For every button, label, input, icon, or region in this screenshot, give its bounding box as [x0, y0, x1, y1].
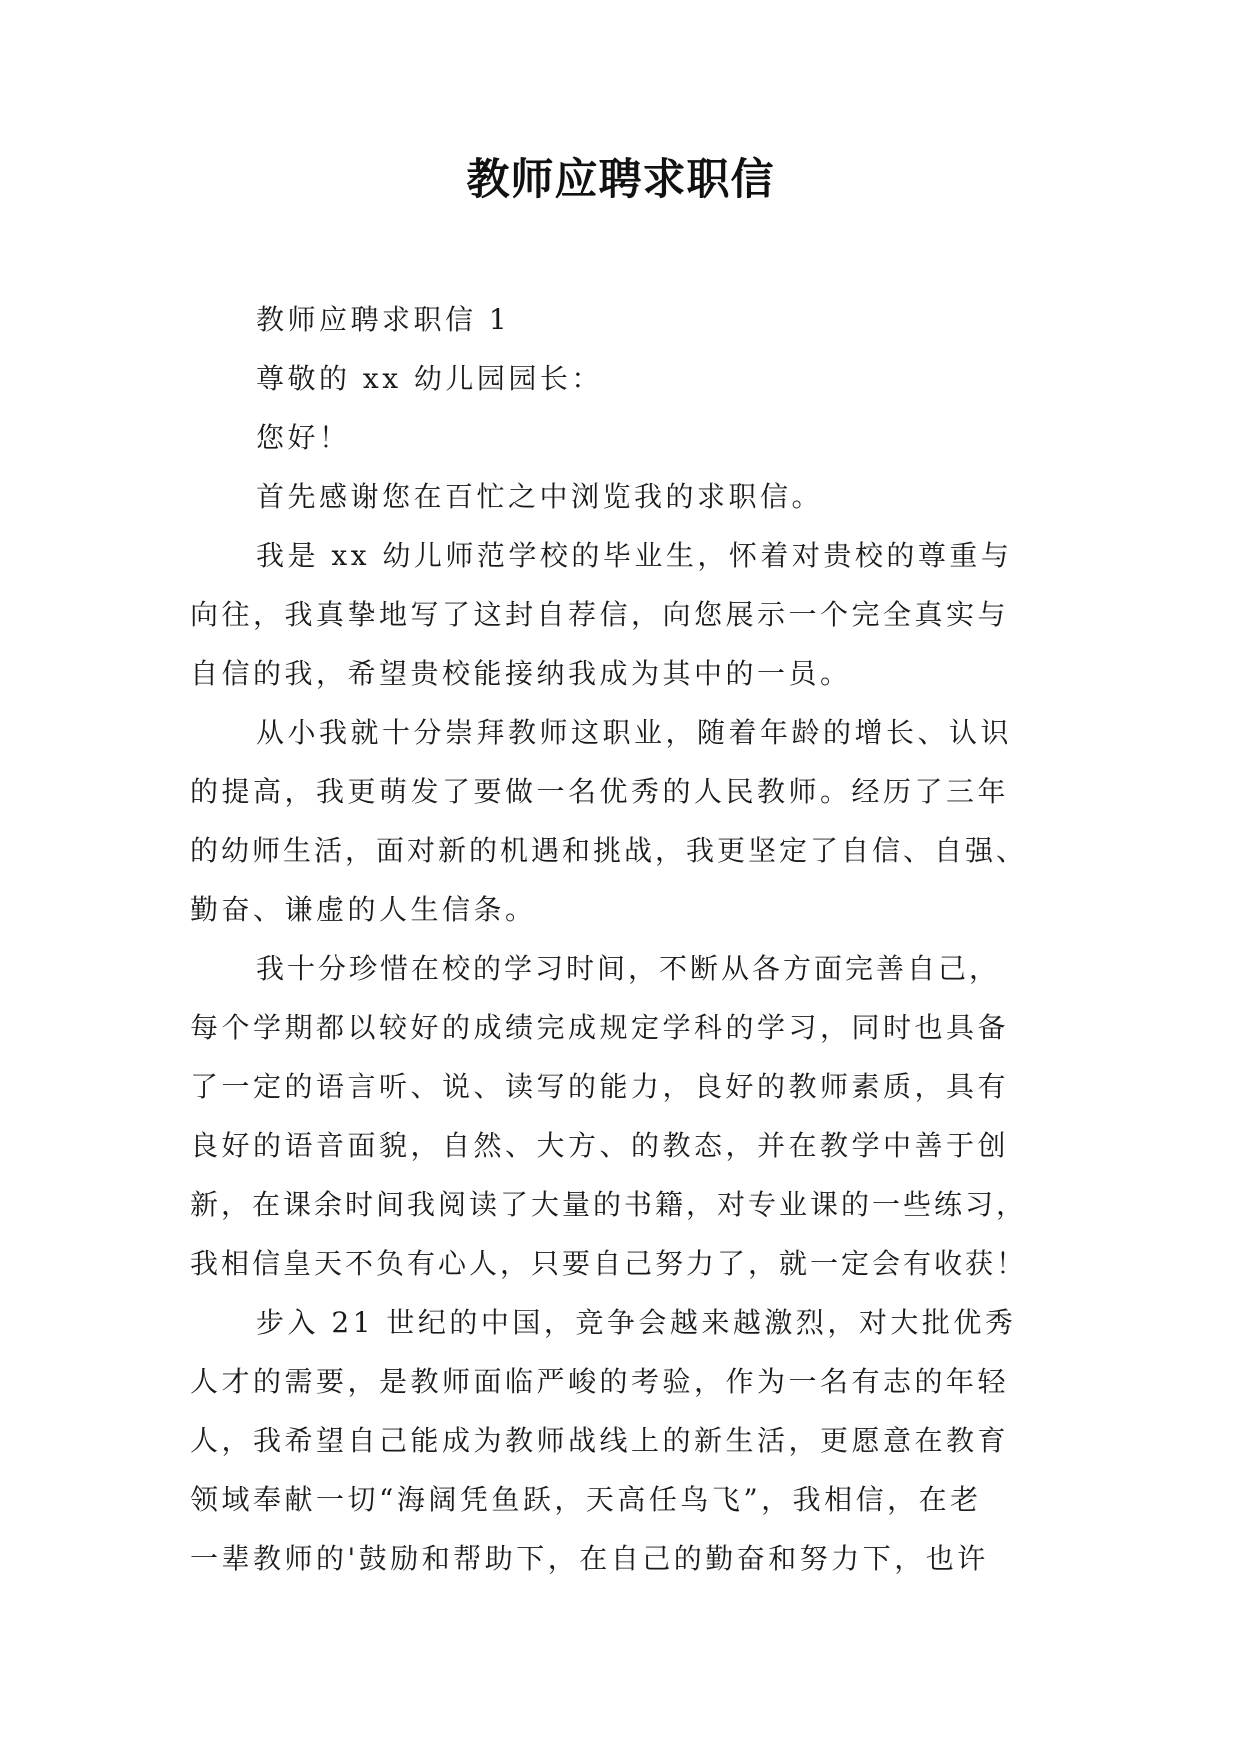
- letter-heading: 教师应聘求职信 1: [256, 303, 511, 336]
- paragraph-line: 良好的语音面貌，自然、大方、的教态，并在教学中善于创: [190, 1129, 1010, 1162]
- paragraph-line: 的幼师生活，面对新的机遇和挑战，我更坚定了自信、自强、: [190, 834, 1028, 867]
- paragraph-line: 的提高，我更萌发了要做一名优秀的人民教师。经历了三年: [190, 775, 1010, 808]
- paragraph-line: 步入 21 世纪的中国，竞争会越来越激烈，对大批优秀: [256, 1306, 1017, 1339]
- paragraph-line: 我十分珍惜在校的学习时间，不断从各方面完善自己，: [256, 952, 1001, 985]
- greeting: 您好！: [256, 421, 351, 454]
- paragraph-line: 人，我希望自己能成为教师战线上的新生活，更愿意在教育: [190, 1424, 1010, 1457]
- document-title: 教师应聘求职信: [466, 155, 775, 205]
- paragraph-line: 向往，我真挚地写了这封自荐信，向您展示一个完全真实与: [190, 598, 1010, 631]
- paragraph-line: 首先感谢您在百忙之中浏览我的求职信。: [256, 480, 824, 513]
- paragraph-line: 新，在课余时间我阅读了大量的书籍，对专业课的一些练习，: [190, 1188, 1028, 1221]
- paragraph-line: 领域奉献一切“海阔凭鱼跃，天高任鸟飞”，我相信，在老: [190, 1483, 982, 1516]
- paragraph-line: 了一定的语言听、说、读写的能力，良好的教师素质，具有: [190, 1070, 1010, 1103]
- paragraph-line: 我是 xx 幼儿师范学校的毕业生，怀着对贵校的尊重与: [256, 539, 1013, 572]
- document-body: [190, 290, 1050, 1588]
- paragraph-line: 我相信皇天不负有心人，只要自己努力了，就一定会有收获！: [190, 1247, 1028, 1280]
- paragraph-line: 一辈教师的'鼓励和帮助下，在自己的勤奋和努力下，也许: [190, 1542, 989, 1575]
- salutation: 尊敬的 xx 幼儿园园长：: [256, 362, 603, 395]
- paragraph-line: 勤奋、谦虚的人生信条。: [190, 893, 537, 926]
- paragraph-line: 每个学期都以较好的成绩完成规定学科的学习，同时也具备: [190, 1011, 1010, 1044]
- paragraph-line: 自信的我，希望贵校能接纳我成为其中的一员。: [190, 657, 852, 690]
- paragraph-line: 人才的需要，是教师面临严峻的考验，作为一名有志的年轻: [190, 1365, 1010, 1398]
- paragraph-line: 从小我就十分崇拜教师这职业，随着年龄的增长、认识: [256, 716, 1013, 749]
